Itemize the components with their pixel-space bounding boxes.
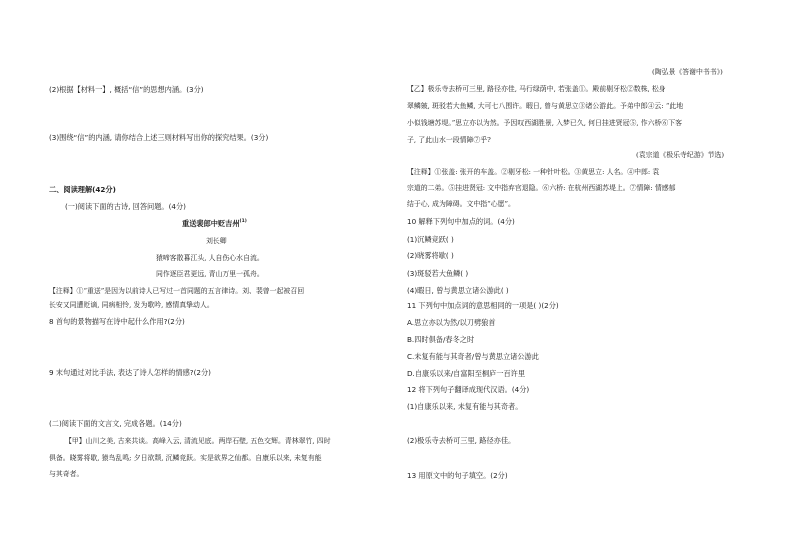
question-12: 12 将下列句子翻译成现代汉语。(4分)	[407, 385, 530, 394]
question-3: (3)围绕“信”的内涵, 请你结合上述三则材料写出你的探究结果。(3分)	[49, 133, 269, 142]
question-13: 13 用原文中的句子填空。(2分)	[407, 471, 508, 480]
question-8: 8 首句的景物描写在诗中起什么作用?(2分)	[49, 317, 185, 326]
q11-option-d: D.自康乐以来/自富阳至桐庐一百许里	[407, 369, 526, 378]
part2-instruction: (二)阅读下面的文言文, 完成各题。(14分)	[49, 419, 182, 428]
q10-item-2: (2)晓雾将歇( )	[407, 251, 454, 260]
poem-line-1: 猿啼客散暮江头, 人自伤心水自流。	[156, 254, 264, 262]
poem-title-footnote-mark: (1)	[239, 219, 247, 224]
jia-line-2: 俱备。晓雾将歇, 猿鸟乱鸣; 夕日欲颓, 沉鳞竞跃。实是欲界之仙都。自康乐以来, 未复有能	[49, 454, 322, 462]
q12-item-1: (1)自康乐以来, 未复有能与其奇者。	[407, 402, 523, 411]
poem-note-line-2: 长安又同遭贬谪, 同病相怜, 发为歌吟, 感情真挚动人。	[49, 301, 214, 309]
poem-note-line-1: 【注释】①“重送”是因为以前诗人已写过一首同题的五言律诗。刘、裴曾一起被召回	[49, 287, 305, 295]
q11-option-c: C.未复有能与其奇者/曾与黄思立诸公游此	[407, 352, 539, 361]
question-2: (2)根据【材料一】, 概括“信”的思想内涵。(3分)	[49, 85, 204, 94]
source-tao: (陶弘景《答谢中书书》)	[652, 68, 723, 76]
yi-note-line-2: 宗道的二弟。⑤挂进贤冠: 文中指弃官退隐。⑥六桥: 在杭州西湖苏堤上。⑦情障: 情感郁	[407, 184, 676, 192]
q11-option-a: A.思立亦以为然/以刀劈狼首	[407, 318, 496, 327]
yi-line-4: 子, 了此山水一段情障⑦乎?	[407, 136, 491, 144]
q10-item-4: (4)暇日, 曾与黄思立诸公游此( )	[407, 286, 509, 295]
q10-item-3: (3)斑驳若大鱼鳞( )	[407, 269, 469, 278]
section-title: 二、阅读理解(42分)	[49, 185, 116, 194]
q10-item-1: (1)沉鳞竞跃( )	[407, 235, 454, 244]
yi-note-line-3: 结于心, 成为障碍。文中指“心愿”。	[407, 200, 515, 208]
poem-line-2: 同作逐臣君更远, 青山万里一孤舟。	[156, 270, 264, 278]
yi-note-line-1: 【注释】①张盖: 张开的车盖。②剔牙松: 一种针叶松。③黄思立: 人名。④中郎: 袁	[407, 168, 660, 176]
jia-line-3: 与其奇者。	[49, 470, 84, 478]
yi-line-2: 翠鳞皴, 斑驳若大鱼鳞, 大可七八围许。暇日, 曾与黄思立③诸公游此。予弟中郎④云: “此地	[407, 102, 684, 110]
question-9: 9 末句通过对比手法, 表达了诗人怎样的情感?(2分)	[49, 368, 211, 377]
q11-option-b: B.四时俱备/春冬之时	[407, 335, 475, 344]
yi-line-3: 小似钱塘苏堤。”思立亦以为然。予因叹西湖胜景, 入梦已久, 何日挂进贤冠⑤, 作六桥⑥下客	[407, 119, 683, 127]
source-yuan: (袁宗道《极乐寺纪游》节选)	[636, 151, 725, 159]
poem-author: 刘长卿	[206, 237, 227, 245]
jia-line-1: 【甲】山川之美, 古来共谈。高峰入云, 清流见底。两岸石壁, 五色交辉。青林翠竹, 四时	[65, 437, 331, 445]
question-11: 11 下列句中加点词的意思相同的一项是( )(2分)	[407, 301, 559, 310]
question-10: 10 解释下列句中加点的词。(4分)	[407, 217, 515, 226]
part1-instruction: (一)阅读下面的古诗, 回答问题。(4分)	[65, 202, 186, 211]
poem-title: 重送裴郎中贬吉州$^{(1)}$	[182, 219, 247, 228]
q12-item-2: (2)极乐寺去桥可三里, 路径亦佳。	[407, 436, 516, 445]
yi-line-1: 【乙】极乐寺去桥可三里, 路径亦佳, 马行绿荫中, 若张盖①。殿前剔牙松②数株, 松身	[407, 85, 666, 93]
